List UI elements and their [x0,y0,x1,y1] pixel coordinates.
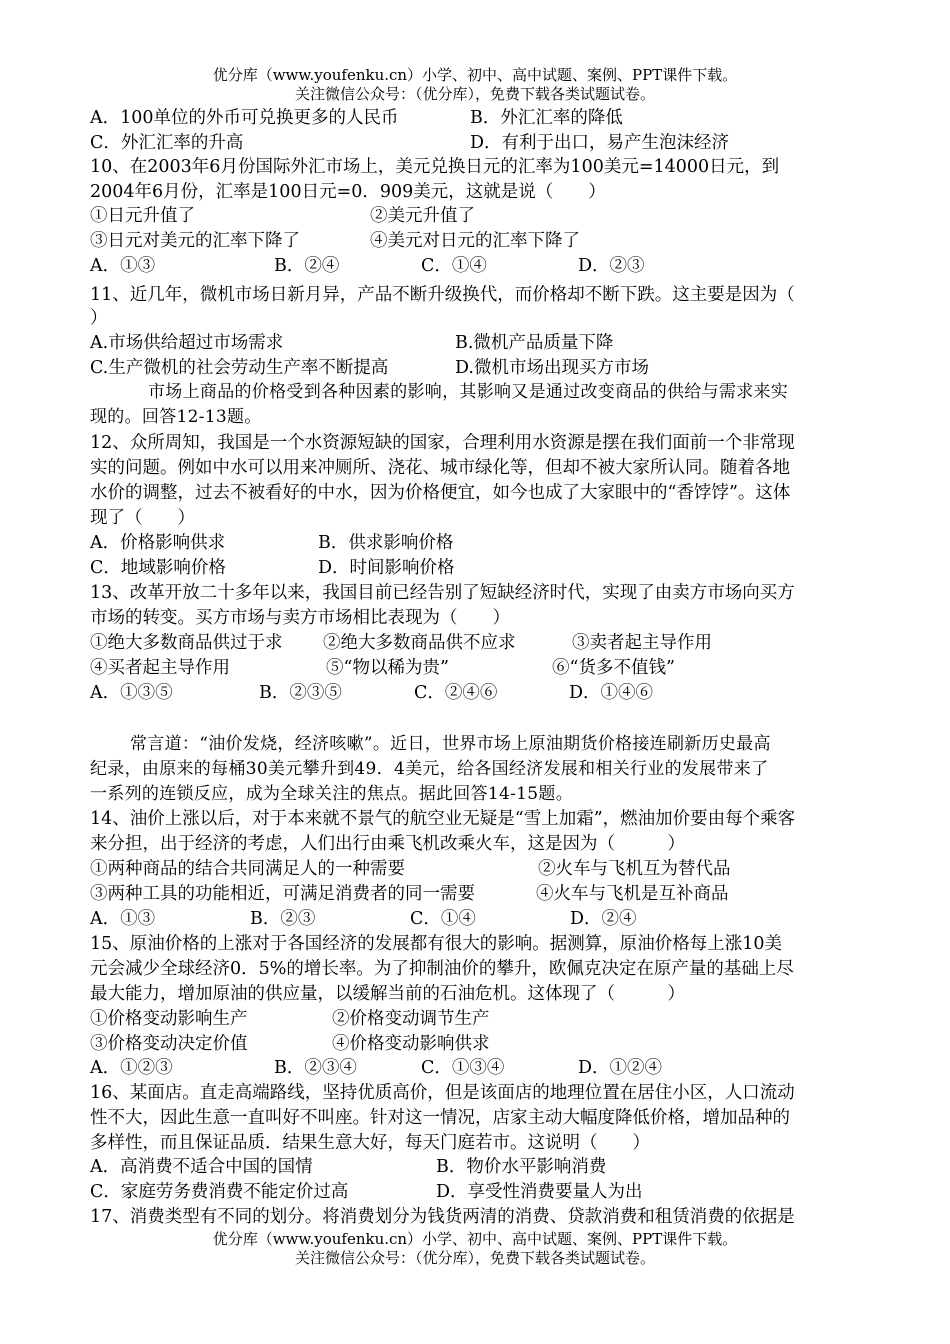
q15-statement-1: ①价格变动影响生产 [90,1009,248,1029]
q15-option-a: A．①②③ [90,1058,173,1078]
q14-option-d: D．②④ [570,909,637,929]
q9-option-c: C．外汇汇率的升高 [90,133,244,153]
q14-stem-line-1: 14、油价上涨以后，对于本来就不景气的航空业无疑是“雪上加霜”，燃油加价要由每个乘客 [90,809,796,829]
q14-statement-3: ③两种工具的功能相近，可满足消费者的同一需要 [90,884,475,904]
footer-line-1: 优分库（www.youfenku.cn）小学、初中、高中试题、案例、PPT课件下载。 [212,1230,738,1248]
q16-stem-line-2: 性不大，因此生意一直叫好不叫座。针对这一情况，店家主动大幅度降低价格，增加品种的 [90,1108,790,1128]
q15-stem-line-3: 最大能力，增加原油的供应量，以缓解当前的石油危机。这体现了（ ） [90,984,685,1004]
intro-14-15-line-1: 常言道：“油价发烧，经济咳嗽”。近日，世界市场上原油期货价格接连刷新历史最高 [130,734,771,754]
q10-statement-2: ②美元升值了 [370,206,475,226]
q12-stem-line-4: 现了（ ） [90,508,195,528]
q15-option-d: D．①②④ [578,1058,663,1078]
q13-statement-3: ③卖者起主导作用 [572,633,712,653]
q13-statement-6: ⑥“货多不值钱” [552,658,675,678]
q13-option-a: A．①③⑤ [90,683,173,703]
intro-12-13-line-2: 现的。回答12-13题。 [90,407,262,427]
q13-stem-line-2: 市场的转变。买方市场与卖方市场相比表现为（ ） [90,608,510,628]
intro-12-13-line-1: 市场上商品的价格受到各种因素的影响，其影响又是通过改变商品的供给与需求来实 [148,382,789,402]
q16-option-c: C．家庭劳务费消费不能定价过高 [90,1182,349,1202]
q13-statement-2: ②绝大多数商品供不应求 [323,633,516,653]
q15-statement-4: ④价格变动影响供求 [332,1034,490,1054]
q13-option-d: D．①④⑥ [569,683,654,703]
q11-option-c: C.生产微机的社会劳动生产率不断提高 [90,358,389,378]
q14-option-c: C．①④ [410,909,476,929]
q12-stem-line-2: 实的问题。例如中水可以用来冲厕所、浇花、城市绿化等，但却不被大家所认同。随着各地 [90,458,790,478]
q15-stem-line-1: 15、原油价格的上涨对于各国经济的发展都有很大的影响。据测算，原油价格每上涨10美 [90,934,783,954]
q10-statement-3: ③日元对美元的汇率下降了 [90,231,300,251]
q10-option-d: D．②③ [578,256,645,276]
q12-option-c: C．地域影响价格 [90,558,226,578]
q14-statement-4: ④火车与飞机是互补商品 [536,884,729,904]
q9-option-a: A．100单位的外币可兑换更多的人民币 [90,108,399,128]
q14-option-b: B．②③ [250,909,316,929]
q11-stem-line-1: 11、近几年，微机市场日新月异，产品不断升级换代，而价格却不断下跌。这主要是因为（ [90,285,795,305]
footer-line-2: 关注微信公众号：（优分库），免费下载各类试题试卷。 [294,1249,655,1267]
q10-stem-line-2: 2004年6月份，汇率是100日元=0．909美元，这就是说（ ） [90,182,606,202]
q13-statement-4: ④买者起主导作用 [90,658,230,678]
q10-statement-4: ④美元对日元的汇率下降了 [370,231,580,251]
q15-option-c: C．①③④ [421,1058,505,1078]
q15-stem-line-2: 元会减少全球经济0．5%的增长率。为了抑制油价的攀升，欧佩克决定在原产量的基础上尽 [90,959,794,979]
q14-statement-1: ①两种商品的结合共同满足人的一种需要 [90,859,405,879]
intro-14-15-line-2: 纪录，由原来的每桶30美元攀升到49．4美元，给各国经济发展和相关行业的发展带来了 [90,759,769,779]
q14-option-a: A．①③ [90,909,156,929]
q10-option-b: B．②④ [274,256,340,276]
q13-option-c: C．②④⑥ [414,683,498,703]
q16-option-a: A．高消费不适合中国的国情 [90,1157,313,1177]
q13-option-b: B．②③⑤ [259,683,342,703]
q14-statement-2: ②火车与飞机互为替代品 [538,859,731,879]
q12-option-a: A．价格影响供求 [90,533,226,553]
q15-option-b: B．②③④ [274,1058,357,1078]
q9-option-b: B．外汇汇率的降低 [470,108,623,128]
q13-stem-line-1: 13、改革开放二十多年以来，我国目前已经告别了短缺经济时代，实现了由卖方市场向买方 [90,583,795,603]
q11-option-d: D.微机市场出现买方市场 [455,358,649,378]
q10-statement-1: ①日元升值了 [90,206,195,226]
q12-stem-line-3: 水价的调整，过去不被看好的中水，因为价格便宜，如今也成了大家眼中的“香饽饽”。这体 [90,483,791,503]
q12-stem-line-1: 12、众所周知，我国是一个水资源短缺的国家，合理利用水资源是摆在我们面前一个非常现 [90,433,795,453]
q13-statement-5: ⑤“物以稀为贵” [326,658,449,678]
q15-statement-3: ③价格变动决定价值 [90,1034,248,1054]
q11-stem-line-2: ） [90,308,108,328]
q16-option-d: D．享受性消费要量人为出 [436,1182,643,1202]
header-line-2: 关注微信公众号：（优分库），免费下载各类试题试卷。 [294,85,655,103]
q10-option-a: A．①③ [90,256,156,276]
q10-option-c: C．①④ [421,256,487,276]
q12-option-b: B．供求影响价格 [318,533,454,553]
q16-stem-line-1: 16、某面店。直走高端路线，坚持优质高价，但是该面店的地理位置在居住小区，人口流动 [90,1083,795,1103]
header-line-1: 优分库（www.youfenku.cn）小学、初中、高中试题、案例、PPT课件下载。 [212,66,738,84]
q11-option-a: A.市场供给超过市场需求 [90,333,284,353]
q13-statement-1: ①绝大多数商品供过于求 [90,633,283,653]
q17-stem-line-1: 17、消费类型有不同的划分。将消费划分为钱货两清的消费、贷款消费和租赁消费的依据是 [90,1207,795,1227]
q11-option-b: B.微机产品质量下降 [455,333,614,353]
intro-14-15-line-3: 一系列的连锁反应，成为全球关注的焦点。据此回答14-15题。 [90,784,574,804]
q16-stem-line-3: 多样性，而且保证品质．结果生意大好，每天门庭若市。这说明（ ） [90,1133,650,1153]
q15-statement-2: ②价格变动调节生产 [332,1009,490,1029]
q16-option-b: B．物价水平影响消费 [436,1157,607,1177]
q9-option-d: D．有利于出口，易产生泡沫经济 [470,133,730,153]
q10-stem-line-1: 10、在2003年6月份国际外汇市场上，美元兑换日元的汇率为100美元=14000日元，到 [90,157,780,177]
q12-option-d: D．时间影响价格 [318,558,455,578]
q14-stem-line-2: 来分担，出于经济的考虑，人们出行由乘飞机改乘火车，这是因为（ ） [90,834,685,854]
